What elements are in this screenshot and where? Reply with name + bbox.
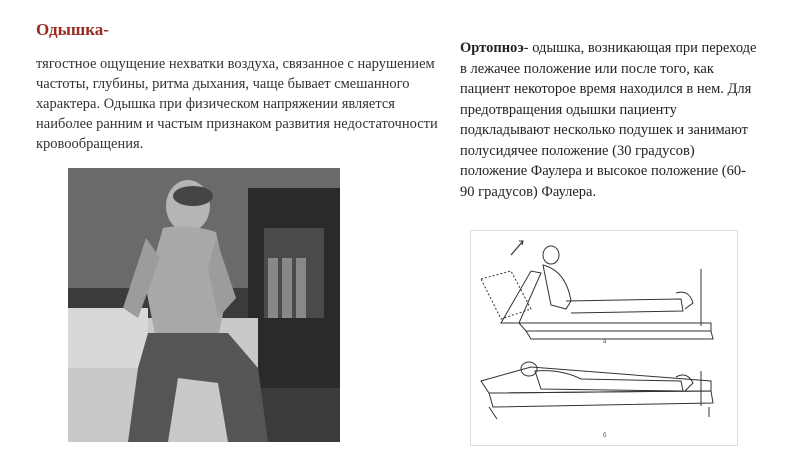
orthopnea-term: Ортопноэ <box>460 40 524 56</box>
slide-title: Одышка- <box>36 20 109 39</box>
orthopnea-text: - одышка, возникающая при переходе в лежачее положение или после того, как пациент некоторое время находился в нем. Для предотвращения одышки пациенту подкладывают несколько подушек и занимают полусидячее положение (30 градусов) положение Фаулера и высокое положение (60-90 градусов) Фаулера. <box>460 40 757 200</box>
patient-photo <box>68 168 340 442</box>
label-b: б <box>603 433 607 439</box>
patient-photo-illustration <box>68 168 340 442</box>
label-a: а <box>603 339 607 345</box>
orthopnea-description <box>460 38 760 202</box>
dyspnea-definition: тягостное ощущение нехватки воздуха, связанное с нарушением частоты, глубины, ритма дыхания, чаще бывает смешанного характера. Одышка при физическом напряжении является наиболее ранним и частым признаком развития недостаточности кровообращения. <box>36 56 438 152</box>
semi-fowler-bed <box>481 362 713 419</box>
fowler-illustration <box>471 231 737 445</box>
fowler-position-diagram <box>470 230 738 446</box>
high-fowler-bed <box>481 241 713 339</box>
